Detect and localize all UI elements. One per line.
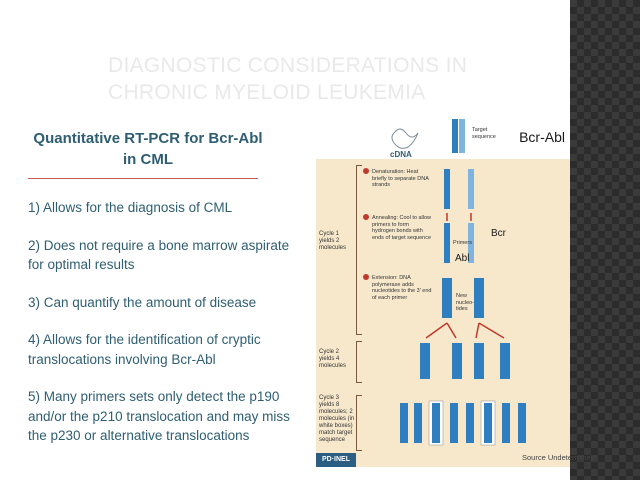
- target-strand-top-2: [459, 119, 465, 153]
- point-5: 5) Many primers sets only detect the p190 and/or the p210 translocation and may miss the p230 or alternative translocations: [28, 389, 290, 443]
- abl-label: Abl: [455, 253, 470, 264]
- publisher-logo: PD·INEL: [316, 453, 356, 467]
- cycle3-strand-1: [400, 403, 408, 443]
- point-1: 1) Allows for the diagnosis of CML: [28, 200, 233, 215]
- arrow-4: [447, 323, 456, 338]
- target-strand-top: [452, 119, 458, 153]
- cycle2-strand-4: [500, 343, 510, 379]
- target-sequence-label: Target sequence: [472, 127, 496, 140]
- point-list: [28, 198, 298, 464]
- left-heading: Quantitative RT-PCR for Bcr-Abl in CML: [33, 130, 263, 168]
- cycle3-strand-3: [432, 403, 440, 443]
- decorative-checker-band: [570, 0, 640, 480]
- point-3: 3) Can quantify the amount of disease: [28, 294, 257, 310]
- cycle3-strand-7: [502, 403, 510, 443]
- cycle2-strand-2: [452, 343, 462, 379]
- cycle3-strand-6: [484, 403, 492, 443]
- bcr-abl-label: Bcr-Abl: [519, 129, 565, 145]
- point-2: 2) Does not require a bone marrow aspirate for optimal results: [28, 237, 290, 272]
- cycle2-strand-1: [420, 343, 430, 379]
- arrow-5: [476, 323, 479, 338]
- slide-title: DIAGNOSTIC CONSIDERATIONS IN CHRONIC MYELOID LEUKEMIA: [108, 54, 468, 104]
- cycle3-strand-4: [450, 403, 458, 443]
- cdna-label: cDNA: [390, 150, 412, 159]
- primers-label: Primers: [453, 240, 472, 246]
- step2-text: Annealing: Cool to allow primers to form hydrogen bonds with ends of target sequence: [372, 215, 432, 241]
- pcr-figure: [316, 113, 570, 467]
- extended-strand-a: [442, 278, 452, 318]
- cycle1-brace: [356, 165, 362, 335]
- cycle2-label: Cycle 2 yields 4 molecules: [319, 349, 347, 369]
- cycle3-brace: [356, 395, 362, 451]
- cycle3-label: Cycle 3 yields 8 molecules; 2 molecules (in white boxes) match target sequence: [319, 395, 355, 443]
- point-4: 4) Allows for the identification of cryptic translocations involving Bcr-Abl: [28, 332, 261, 367]
- cycle3-strand-2: [414, 403, 422, 443]
- step-3-marker: [363, 274, 369, 280]
- step-2-marker: [363, 214, 369, 220]
- new-nucleotides-label: New nucleo-tides: [456, 293, 475, 312]
- bcr-label: Bcr: [491, 228, 506, 239]
- cycle2-strand-3: [474, 343, 484, 379]
- cycle3-strand-5: [466, 403, 474, 443]
- cycle2-brace: [356, 341, 362, 383]
- heading-divider: [28, 178, 258, 179]
- denatured-strand-b: [468, 169, 474, 209]
- denatured-strand-a: [444, 169, 450, 209]
- cycle3-strand-8: [518, 403, 526, 443]
- cycle1-label: Cycle 1 yields 2 molecules: [319, 231, 347, 251]
- arrow-6: [479, 323, 504, 338]
- cdna-squiggle: [392, 129, 418, 148]
- step-1-marker: [363, 168, 369, 174]
- arrow-3: [426, 323, 447, 338]
- annealed-strand-a: [444, 223, 450, 263]
- step1-text: Denaturation: Heat briefly to separate DNA strands: [372, 169, 429, 188]
- source-caption: Source Undetermined: [522, 453, 595, 462]
- step3-text: Extension: DNA polymerase adds nucleotides to the 3' end of each primer: [372, 275, 432, 301]
